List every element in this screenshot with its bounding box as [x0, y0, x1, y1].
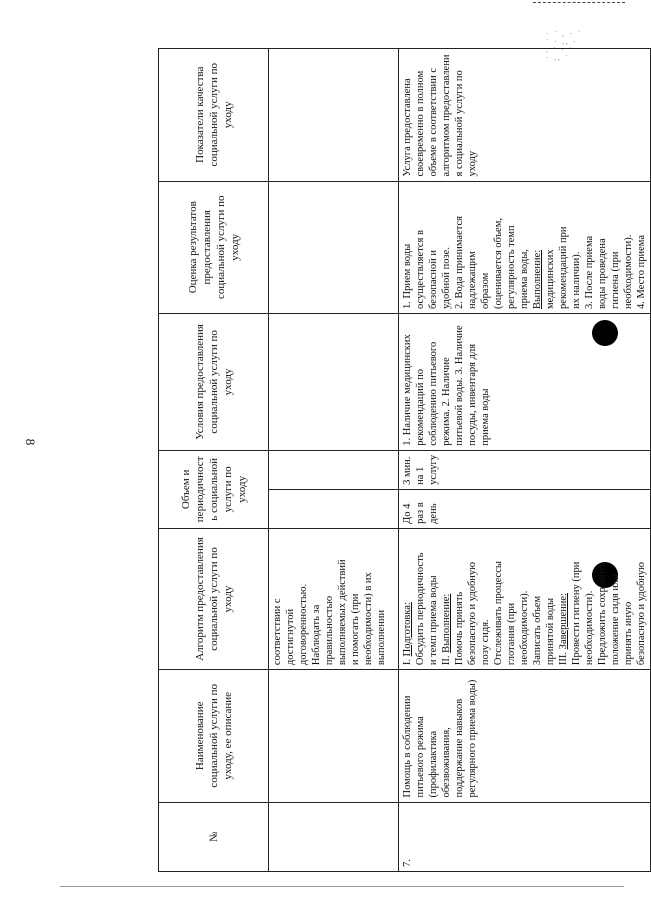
cont-conditions [269, 313, 399, 450]
header-row [159, 49, 269, 872]
header-algorithm: Алгоритм предоставления социальной услуги по уходу [159, 528, 269, 669]
scan-speckles: · ˙ , · ˙ ˙ · ., · , ˙ · ˙ · ., ˙ [546, 30, 583, 62]
continuation-row [269, 49, 399, 872]
cell-line: необходимости). [584, 590, 595, 666]
section-heading: Выполнение: [532, 249, 543, 309]
page-number: 8 [23, 438, 38, 446]
row7-algorithm [399, 528, 651, 669]
cell-line: 1. Прием воды [402, 243, 413, 309]
header-evaluation: Оценка результатов предоставления социальной услуги по уходу [159, 181, 269, 313]
cell-line: принятой воды [545, 597, 556, 666]
cell-line: гигиена (при [610, 251, 621, 309]
cell-line: приема воды, [519, 249, 530, 309]
header-name: Наименование социальной услуги по уходу, ее описание [159, 670, 269, 802]
cell-line: Обсудить периодичность [415, 552, 426, 666]
cell-line: воды проведена [597, 238, 608, 309]
cell-line: безопасную и удобную [636, 561, 647, 666]
cell-line [531, 186, 544, 309]
cell-line: медицинских [545, 249, 556, 309]
cont-name [269, 670, 399, 802]
header-volume: Объем и периодичность социальной услуги по уходу [159, 450, 269, 528]
row7-quality: Услуга предоставлена своевременно в полном объеме в соответствии с алгоритмом предоставлени я социальной услуги по уходу [399, 49, 651, 182]
cell-line: Отслеживать процессы [493, 561, 504, 666]
cell-line: положение сидя или [610, 574, 621, 666]
header-quality: Показатели качества социальной услуги по уходу [159, 49, 269, 182]
cell-line: 2. Вода принимается [454, 216, 465, 309]
cont-volume-freq [269, 489, 399, 528]
cell-line: и темп приема воды [428, 575, 439, 666]
cell-line: их наличии). [571, 251, 582, 309]
cell-line: регулярность темп [506, 225, 517, 309]
cell-line: безопасной и [428, 249, 439, 309]
cell-line: Записать объем [532, 595, 543, 666]
social-care-services-table [158, 48, 651, 872]
row7-conditions: 1. Наличие медицинских рекомендаций по соблюдению питьевого режима. 2. Наличие питьевой воды. 3. Наличие посуды, инвентаря для приема воды [399, 313, 651, 450]
cell-line: Провести гигиену (при [571, 561, 582, 666]
cell-line: I. Подготовка: [402, 602, 413, 666]
row7-volume-time: 3 мин. на 1 услугу [399, 450, 651, 489]
cell-line: II. Выполнение: [441, 593, 452, 666]
cell-line: осуществляется в [415, 230, 426, 309]
cell-line: 4. Место приема [636, 234, 647, 309]
rotated-document-table [158, 48, 647, 872]
row7-evaluation [399, 181, 651, 313]
section-heading: Завершение: [558, 593, 569, 650]
section-heading: Подготовка: [402, 602, 413, 657]
cell-line: принять иную [623, 601, 634, 666]
cell-line: III. Завершение: [558, 593, 569, 666]
header-num: № [159, 802, 269, 871]
cell-line: позу сидя. [480, 619, 491, 666]
bottom-edge-line [60, 886, 624, 887]
row7-volume-freq: До 4 раз в день [399, 489, 651, 528]
cont-quality [269, 49, 399, 182]
cell-line: необходимости). [519, 590, 530, 666]
row7-name: Помощь в соблюдении питьевого режима (профилактика обезвоживания, поддержание навыков регулярного приема воды) [399, 670, 651, 802]
cell-line: необходимости). [623, 234, 634, 309]
cont-num [269, 802, 399, 871]
cont-evaluation [269, 181, 399, 313]
header-conditions: Условия предоставления социальной услуги по уходу [159, 313, 269, 450]
scan-artifact-line [533, 2, 625, 4]
cell-line: Предложить сохранить [597, 561, 608, 666]
section-heading: Выполнение: [441, 593, 452, 653]
cell-line: Помочь принять [454, 591, 465, 666]
cell-line: 3. После приема [584, 235, 595, 309]
cell-line: глотания (при [506, 602, 517, 666]
cont-volume-time [269, 450, 399, 489]
row7-num: 7. [399, 802, 651, 871]
cell-line: образом [480, 272, 491, 309]
table-row-7 [399, 49, 651, 872]
cell-line: надлежащим [467, 251, 478, 309]
cont-algorithm: соответствии с достигнутой договоренностью. Наблюдать за правильностью выполняемых действий и помогать (при необходимости) в их выполнении [269, 528, 399, 669]
cell-line: безопасную и удобную [467, 561, 478, 666]
cell-line: (оценивается объем, [493, 218, 504, 309]
cell-line: удобной позе. [441, 247, 452, 309]
cell-line: рекомендаций при [558, 226, 569, 309]
